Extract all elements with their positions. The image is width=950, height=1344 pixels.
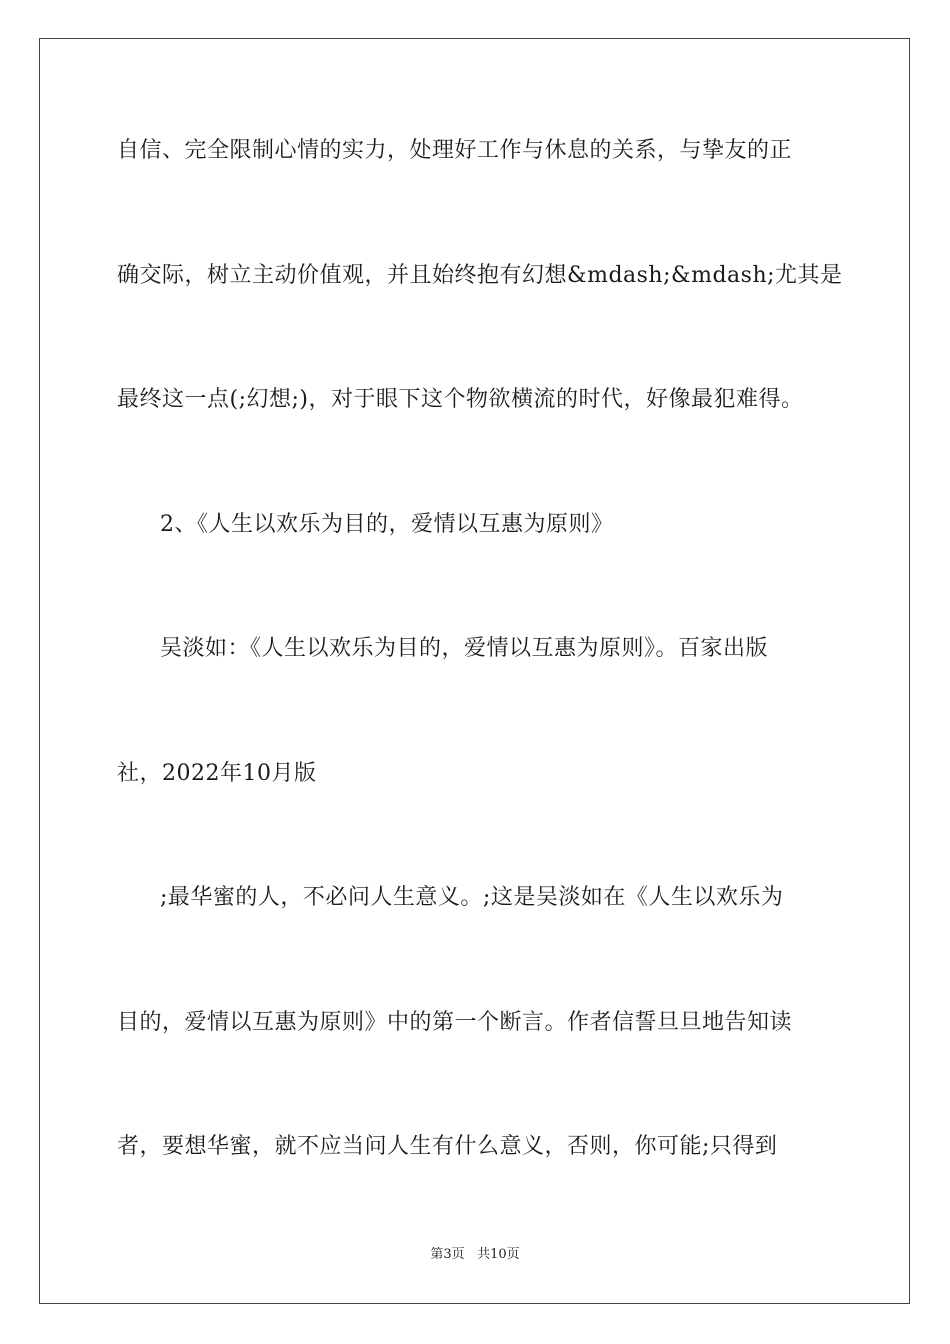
body-line-8: 目的，爱情以互惠为原则》中的第一个断言。作者信誓旦旦地告知读 [117, 1010, 793, 1035]
body-line-3: 最终这一点(;幻想;)，对于眼下这个物欲横流的时代，好像最犯难得。 [117, 387, 804, 412]
page-border [39, 38, 910, 1304]
body-line-7: ;最华蜜的人，不必问人生意义。;这是吴淡如在《人生以欢乐为 [160, 885, 784, 910]
page-footer [0, 1246, 950, 1264]
body-line-9: 者，要想华蜜，就不应当问人生有什么意义，否则，你可能;只得到 [117, 1134, 778, 1159]
body-line-5: 吴淡如：《人生以欢乐为目的，爱情以互惠为原则》。百家出版 [160, 636, 769, 661]
body-line-1: 自信、完全限制心情的实力，处理好工作与休息的关系，与挚友的正 [117, 138, 793, 163]
page-total: 共10页 [477, 1247, 520, 1262]
page-number: 第3页 [430, 1247, 465, 1262]
section-heading: 2、《人生以欢乐为目的，爱情以互惠为原则》 [160, 512, 614, 537]
body-line-2: 确交际，树立主动价值观，并且始终抱有幻想&mdash;&mdash;尤其是 [117, 263, 843, 288]
body-line-6: 社，2022年10月版 [117, 761, 317, 786]
